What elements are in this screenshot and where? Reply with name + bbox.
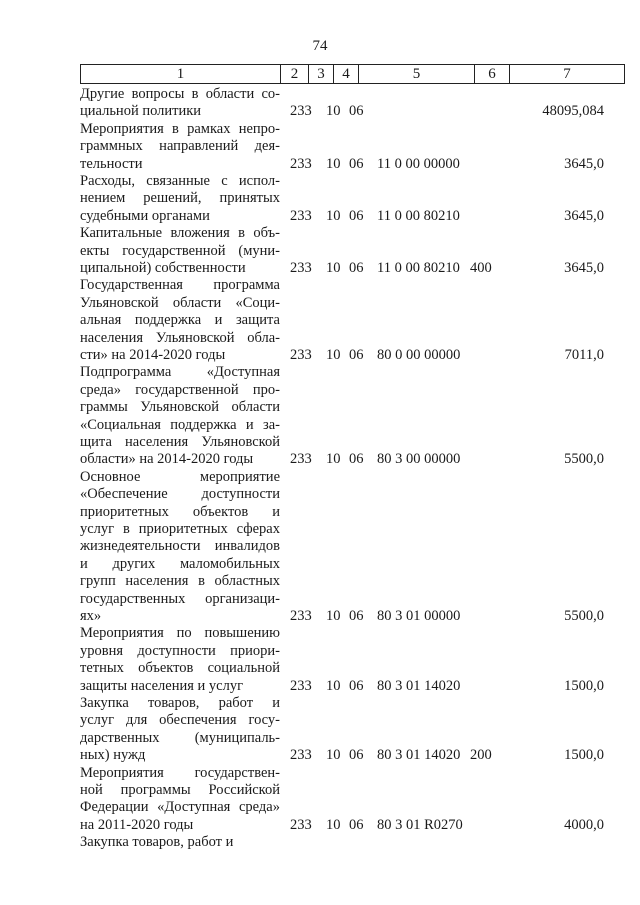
description-line: сти» на 2014-2020 годы xyxy=(80,346,226,363)
amount: 1500,0 xyxy=(564,677,604,694)
description-line: Ульяновской области «Соци- xyxy=(80,294,280,311)
table-row xyxy=(80,834,620,851)
description-line: Капитальные вложения в объ- xyxy=(80,225,280,242)
description-line: «Социальная поддержка и за- xyxy=(80,416,280,433)
amount: 5500,0 xyxy=(564,451,604,468)
table-row xyxy=(80,121,620,173)
description-line: жизнедеятельности инвалидов xyxy=(80,538,280,555)
description-line: Подпрограмма «Доступная xyxy=(80,364,280,381)
table-row xyxy=(80,225,620,277)
row-codes xyxy=(80,103,620,120)
description-line: «Обеспечение доступности xyxy=(80,486,280,503)
description-line: Мероприятия по повышению xyxy=(80,625,280,642)
header-col-7: 7 xyxy=(510,65,625,84)
target-article-code: 11 0 00 80210 xyxy=(377,259,460,276)
ministry-code: 233 xyxy=(290,346,312,363)
amount: 3645,0 xyxy=(564,155,604,172)
description-line: ных) нужд xyxy=(80,747,146,764)
target-article-code: 80 3 00 00000 xyxy=(377,451,461,468)
target-article-code: 80 3 01 R0270 xyxy=(377,816,463,833)
subsection-code: 06 xyxy=(349,155,364,172)
table-row xyxy=(80,695,620,765)
ministry-code: 233 xyxy=(290,816,312,833)
description-line: судебными органами xyxy=(80,207,210,224)
ministry-code: 233 xyxy=(290,607,312,624)
amount: 5500,0 xyxy=(564,607,604,624)
section-code: 10 xyxy=(326,103,341,120)
subsection-code: 06 xyxy=(349,207,364,224)
amount: 48095,084 xyxy=(542,103,604,120)
subsection-code: 06 xyxy=(349,816,364,833)
ministry-code: 233 xyxy=(290,259,312,276)
row-codes xyxy=(80,817,620,834)
section-code: 10 xyxy=(326,346,341,363)
description-line: приоритетных объектов и xyxy=(80,503,280,520)
description-line: Закупка товаров, работ и xyxy=(80,695,280,711)
description-line: циальной политики xyxy=(80,103,202,120)
expense-type-code: 400 xyxy=(470,259,492,276)
description-line: Закупка товаров, работ и xyxy=(80,834,234,851)
description-line: граммных направлений дея- xyxy=(80,138,280,155)
description-line: тельности xyxy=(80,155,143,172)
table-row xyxy=(80,765,620,835)
subsection-code: 06 xyxy=(349,677,364,694)
description-line: услуг для обеспечения госу- xyxy=(80,712,280,729)
row-codes xyxy=(80,156,620,173)
description-line: екты государственной (муни- xyxy=(80,242,280,259)
ministry-code: 233 xyxy=(290,747,312,764)
description-line: Государственная программа xyxy=(80,277,280,294)
target-article-code: 80 3 01 14020 xyxy=(377,677,461,694)
description-line: защиты населения и услуг xyxy=(80,677,244,694)
target-article-code: 80 3 01 00000 xyxy=(377,607,461,624)
description-line: альная поддержка и защита xyxy=(80,312,280,329)
ministry-code: 233 xyxy=(290,451,312,468)
description-line: Мероприятия в рамках непро- xyxy=(80,120,280,137)
header-col-4: 4 xyxy=(334,65,359,84)
section-code: 10 xyxy=(326,677,341,694)
ministry-code: 233 xyxy=(290,207,312,224)
row-codes xyxy=(80,451,620,468)
amount: 7011,0 xyxy=(564,346,604,363)
page-number: 74 xyxy=(312,38,328,54)
description-line: и других маломобильных xyxy=(80,555,280,572)
description-line: Основное мероприятие xyxy=(80,468,280,485)
section-code: 10 xyxy=(326,259,341,276)
amount: 1500,0 xyxy=(564,747,604,764)
description-line: нением решений, принятых xyxy=(80,190,280,207)
description-line: услуг в приоритетных сферах xyxy=(80,520,280,537)
description-line: дарственных (муниципаль- xyxy=(80,729,280,746)
target-article-code: 11 0 00 80210 xyxy=(377,207,460,224)
table-row xyxy=(80,86,620,121)
description-line: государственных организаци- xyxy=(80,590,280,607)
row-codes xyxy=(80,747,620,764)
description-line: граммы Ульяновской области xyxy=(80,399,280,416)
description-line: на 2011-2020 годы xyxy=(80,816,194,833)
target-article-code: 80 3 01 14020 xyxy=(377,747,461,764)
expense-type-code: 200 xyxy=(470,747,492,764)
table-header xyxy=(80,64,625,84)
description-line: ях» xyxy=(80,607,102,624)
header-col-5: 5 xyxy=(359,65,475,84)
header-col-6: 6 xyxy=(475,65,510,84)
row-codes xyxy=(80,347,620,364)
section-code: 10 xyxy=(326,155,341,172)
table-row xyxy=(80,364,620,468)
row-codes xyxy=(80,608,620,625)
header-col-3: 3 xyxy=(309,65,334,84)
section-code: 10 xyxy=(326,816,341,833)
target-article-code: 11 0 00 00000 xyxy=(377,155,460,172)
description-line: ципальной) собственности xyxy=(80,259,246,276)
subsection-code: 06 xyxy=(349,346,364,363)
header-col-2: 2 xyxy=(281,65,309,84)
section-code: 10 xyxy=(326,207,341,224)
section-code: 10 xyxy=(326,607,341,624)
description-line: Мероприятия государствен- xyxy=(80,764,280,781)
table-row xyxy=(80,625,620,695)
amount: 3645,0 xyxy=(564,207,604,224)
ministry-code: 233 xyxy=(290,103,312,120)
subsection-code: 06 xyxy=(349,607,364,624)
description-line: групп населения в областных xyxy=(80,573,280,590)
section-code: 10 xyxy=(326,451,341,468)
description-line: населения Ульяновской обла- xyxy=(80,329,280,346)
table-row xyxy=(80,469,620,626)
target-article-code: 80 0 00 00000 xyxy=(377,346,461,363)
subsection-code: 06 xyxy=(349,259,364,276)
description-line: ной программы Российской xyxy=(80,781,280,798)
subsection-code: 06 xyxy=(349,103,364,120)
description-line: области» на 2014-2020 годы xyxy=(80,451,254,468)
description-line: Другие вопросы в области со- xyxy=(80,86,280,102)
table-row xyxy=(80,277,620,364)
header-col-1: 1 xyxy=(81,65,281,84)
amount: 4000,0 xyxy=(564,816,604,833)
amount: 3645,0 xyxy=(564,259,604,276)
ministry-code: 233 xyxy=(290,677,312,694)
row-codes xyxy=(80,260,620,277)
description-line: щита населения Ульяновской xyxy=(80,433,280,450)
description-line: тетных объектов социальной xyxy=(80,660,280,677)
row-description xyxy=(80,469,280,626)
row-codes xyxy=(80,208,620,225)
subsection-code: 06 xyxy=(349,451,364,468)
table-row xyxy=(80,173,620,225)
row-codes xyxy=(80,678,620,695)
subsection-code: 06 xyxy=(349,747,364,764)
ministry-code: 233 xyxy=(290,155,312,172)
description-line: Федерации «Доступная среда» xyxy=(80,799,280,816)
description-line: уровня доступности приори- xyxy=(80,642,280,659)
description-line: среда» государственной про- xyxy=(80,381,280,398)
section-code: 10 xyxy=(326,747,341,764)
row-codes xyxy=(80,834,620,851)
description-line: Расходы, связанные с испол- xyxy=(80,173,280,189)
